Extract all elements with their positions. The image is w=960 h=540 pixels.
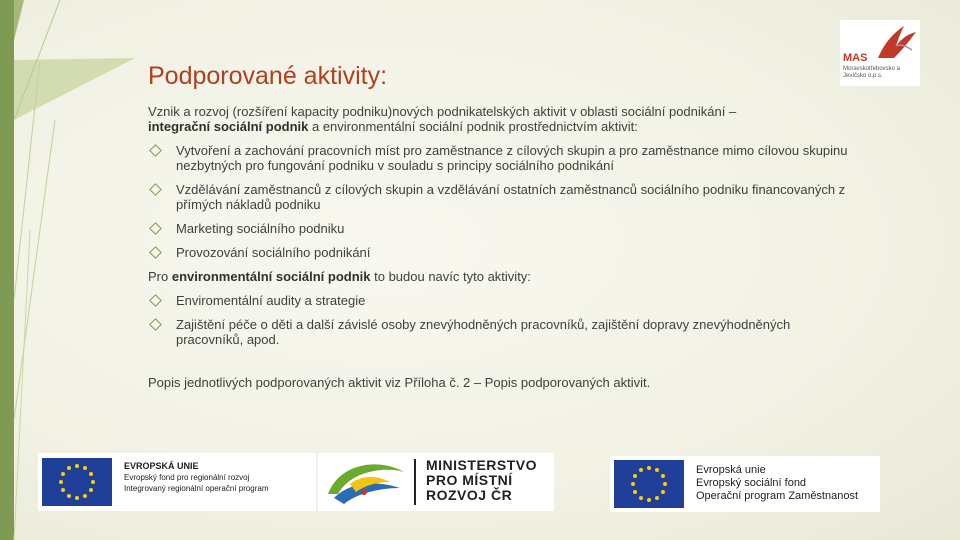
eu-esf-text: Evropská unie Evropský sociální fond Operační program Zaměstnanost <box>696 464 859 502</box>
diamond-bullet-icon <box>149 222 162 235</box>
eu-stars-icon <box>614 460 684 508</box>
diamond-bullet-icon <box>149 318 162 331</box>
mas-subtitle: Moravskotřebovsko a Jevíčsko o.p.s. <box>843 66 901 79</box>
intro-bold: integrační sociální podnik <box>148 119 309 134</box>
list-item: Enviromentální audity a strategie <box>148 293 858 308</box>
mmr-logo <box>318 453 554 511</box>
intro-tail: a environmentální sociální podnik prostřednictvím aktivit: <box>308 119 638 134</box>
diamond-bullet-icon <box>149 144 162 157</box>
list-item: Vytvoření a zachování pracovních míst pro zaměstnance z cílových skupin a pro zaměstnance mimo cílovou skupinu nezbytných pro fungování podniku v souladu s principy sociálního podnikání <box>148 143 858 173</box>
eu-flag-icon <box>42 458 112 506</box>
wing-icon <box>874 24 918 60</box>
mmr-emblem-icon <box>320 454 410 510</box>
diamond-bullet-icon <box>149 183 162 196</box>
slide-content <box>148 104 858 390</box>
eu-irop-logo <box>38 453 316 511</box>
diamond-bullet-icon <box>149 294 162 307</box>
eu-irop-text: EVROPSKÁ UNIE Evropský fond pro regionální rozvoj Integrovaný regionální operační program <box>124 461 269 493</box>
env-bold: environmentální sociální podnik <box>171 269 371 284</box>
intro-paragraph <box>148 104 858 134</box>
mmr-divider <box>414 459 416 505</box>
mas-logo <box>840 20 920 86</box>
list-item: Vzdělávání zaměstnanců z cílových skupin a vzdělávání ostatních zaměstnanců sociálního podniku financovaných z přímých nákladů podniku <box>148 182 858 212</box>
list-item: Provozování sociálního podnikání <box>148 245 858 260</box>
footer-note: Popis jednotlivých podporovaných aktivit viz Příloha č. 2 – Popis podporovaných aktivit. <box>148 375 651 390</box>
eu-flag-icon <box>614 460 684 508</box>
list-item: Marketing sociálního podniku <box>148 221 858 236</box>
env-intro-paragraph: Pro environmentální sociální podnik to budou navíc tyto aktivity: <box>148 269 531 284</box>
eu-stars-icon <box>42 458 112 506</box>
mas-name: MAS <box>843 52 868 64</box>
intro-lead: Vznik a rozvoj (rozšíření kapacity podniku)nových podnikatelských aktivit v oblasti sociální podnikání – <box>148 104 737 119</box>
mmr-text: MINISTERSTVO PRO MÍSTNÍ ROZVOJ ČR <box>426 457 538 503</box>
eu-esf-logo <box>610 456 880 512</box>
diamond-bullet-icon <box>149 246 162 259</box>
list-item: Zajištění péče o děti a další závislé osoby znevýhodněných pracovníků, zajištění dopravy znevýhodněných pracovníků, apod. <box>148 317 858 347</box>
slide-title: Podporované aktivity: <box>148 62 388 90</box>
